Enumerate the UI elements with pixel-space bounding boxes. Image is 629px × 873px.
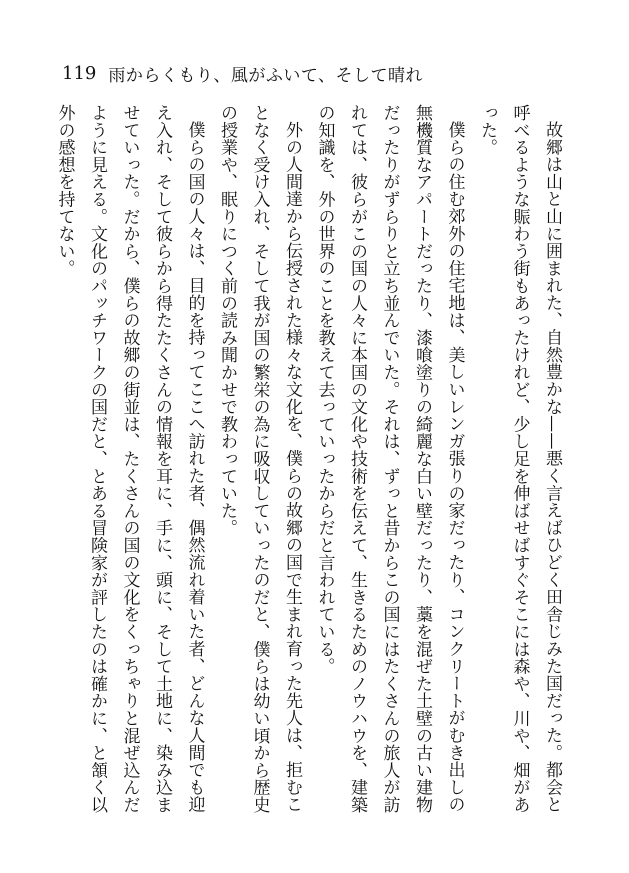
- paragraph-3: 外の人間達から伝授された様々な文化を、僕らの故郷の国で生まれ育った先人は、拒むことなく受け入れ、そして我が国の繁栄の為に吸収していったのだと、僕らは幼い頃から歴史の授業や、眠りにつく前の読み聞かせで教わっていた。: [217, 104, 302, 814]
- paragraph-2: 僕らの住む郊外の住宅地は、美しいレンガ張りの家だったり、コンクリートがむき出しの無機質なアパートだったり、漆喰塗りの綺麗な白い壁だったり、藁を混ぜた土壁の古い建物だったりがずらりと立ち並んでいた。それは、ずっと昔からこの国にはたくさんの旅人が訪れては、彼らがこの国の人々に本国の文化や技術を伝えて、生きるためのノウハウを、建築の知識を、外の世界のことを教えて去っていったからだと言われている。: [314, 104, 465, 814]
- paragraph-4: 僕らの国の人々は、目的を持ってここへ訪れた者、偶然流れ着いた者、どんな人間でも迎え入れ、そして彼らから得たたくさんの情報を耳に、手に、頭に、そして土地に、染み込ませていった。だから、僕らの故郷の街並は、たくさんの国の文化をくっちゃりと混ぜ込んだように見える。文化のパッチワークの国だと、とある冒険家が評したのは確かに、と頷く以外の感想を持てない。: [54, 104, 205, 814]
- page-header: [62, 58, 423, 88]
- body-text: [54, 104, 568, 824]
- page-number: 119: [62, 62, 97, 84]
- running-title: 雨からくもり、風がふいて、そして晴れ: [108, 65, 424, 86]
- paragraph-1: 故郷は山と山に囲まれた、自然豊かな——悪く言えばひどく田舎じみた国だった。都会と呼べるような賑わう街もあったけれど、少し足を伸ばせばすぐそこには森や、川や、畑があった。: [477, 104, 562, 814]
